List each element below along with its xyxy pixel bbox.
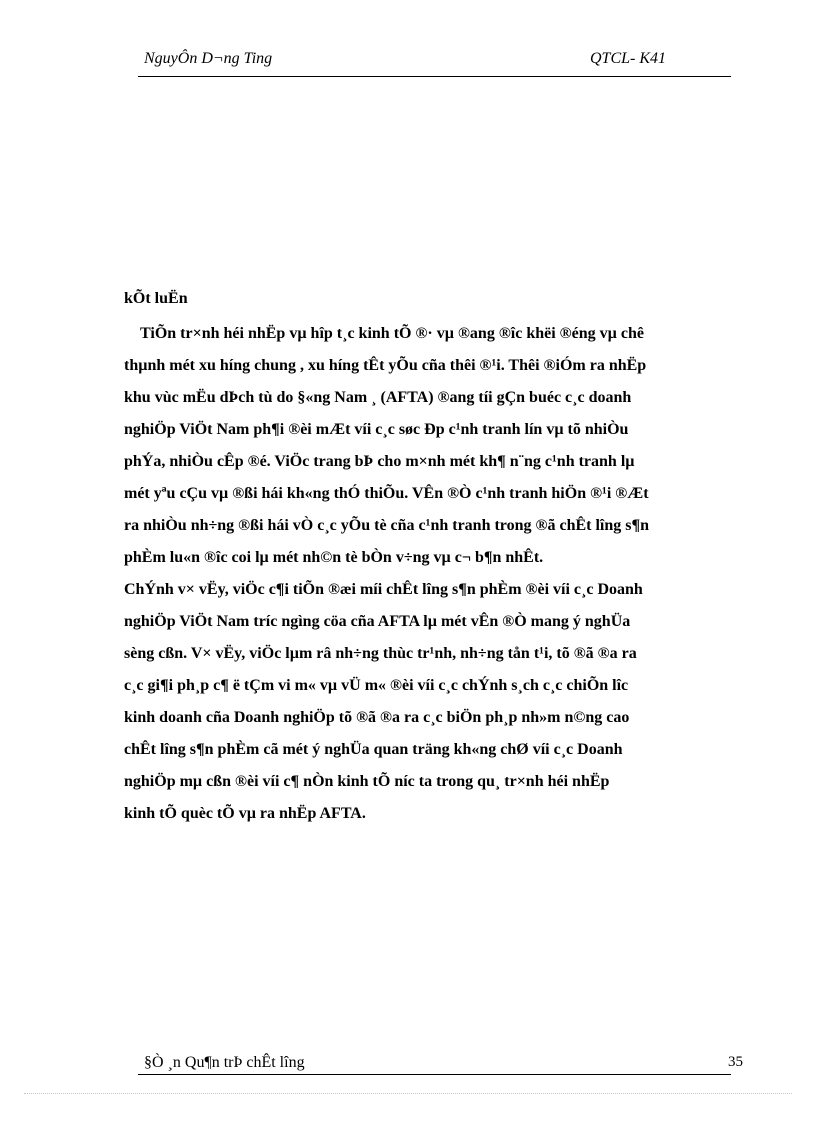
page-header [138,50,731,77]
text-line: phÝa, nhiÒu cÊp ®é. ViÖc trang bÞ cho m×nh mét kh¶ n¨ng c¹nh tranh lµ [124,453,635,470]
text-line: mét yªu cÇu vµ ®ßi hái kh«ng thÓ thiÕu. VÊn ®Ò c¹nh tranh hiÖn ®¹i ®Æt [124,485,649,502]
text-line: khu vùc mËu dÞch tù do §«ng Nam ¸ (AFTA) ®ang tíi gÇn buéc c¸c doanh [124,389,632,406]
page-bottom-divider [24,1093,792,1094]
text-line: phÈm lu«n ®îc coi lµ mét nh©n tè bÒn v÷ng vµ c¬ b¶n nhÊt. [124,549,544,566]
text-line: chÊt lîng s¶n phÈm cã mét ý nghÜa quan träng kh«ng chØ víi c¸c Doanh [124,741,623,758]
conclusion-body [124,318,764,830]
text-line: nghiÖp ViÖt Nam ph¶i ®èi mÆt víi c¸c søc Ðp c¹nh tranh lín vµ tõ nhiÒu [124,421,629,438]
text-line: nghiÖp mµ cßn ®èi víi c¶ nÒn kinh tÕ níc ta trong qu¸ tr×nh héi nhËp [124,773,610,790]
page-footer [138,1052,743,1075]
header-class-code: QTCL- K41 [590,50,667,67]
text-line: ChÝnh v× vËy, viÖc c¶i tiÕn ®æi míi chÊt lîng s¶n phÈm ®èi víi c¸c Doanh [124,581,643,598]
paragraph-1 [124,318,764,574]
text-line: thµnh mét xu híng chung , xu híng tÊt yÕu cña thêi ®¹i. Thêi ®iÓm ra nhËp [124,357,647,374]
text-line: ra nhiÒu nh÷ng ®ßi hái vÒ c¸c yÕu tè cña c¹nh tranh trong ®ã chÊt lîng s¶n [124,517,650,534]
footer-title: §Ò ¸n Qu¶n trÞ chÊt lîng [144,1054,305,1071]
page-number: 35 [728,1054,743,1070]
text-line: kinh doanh cña Doanh nghiÖp tõ ®ã ®a ra c¸c biÖn ph¸p nh»m n©ng cao [124,709,630,726]
header-author: NguyÔn D¬ng Ting [144,50,273,67]
text-line: kinh tÕ quèc tÕ vµ ra nhËp AFTA. [124,805,366,822]
text-line: nghiÖp ViÖt Nam tríc ngìng cöa cña AFTA lµ mét vÊn ®Ò mang ý nghÜa [124,613,631,630]
section-title: kÕt luËn [124,290,188,307]
text-line: sèng cßn. V× vËy, viÖc lµm râ nh÷ng thùc tr¹nh, nh÷ng tån t¹i, tõ ®ã ®a ra [124,645,637,662]
text-line: TiÕn tr×nh héi nhËp vµ hîp t¸c kinh tÕ ®· vµ ®ang ®îc khëi ®éng vµ chê [140,325,644,342]
text-line: c¸c gi¶i ph¸p c¶ ë tÇm vi m« vµ vÜ m« ®èi víi c¸c chÝnh s¸ch c¸c chiÕn lîc [124,677,629,694]
paragraph-2 [124,574,764,830]
